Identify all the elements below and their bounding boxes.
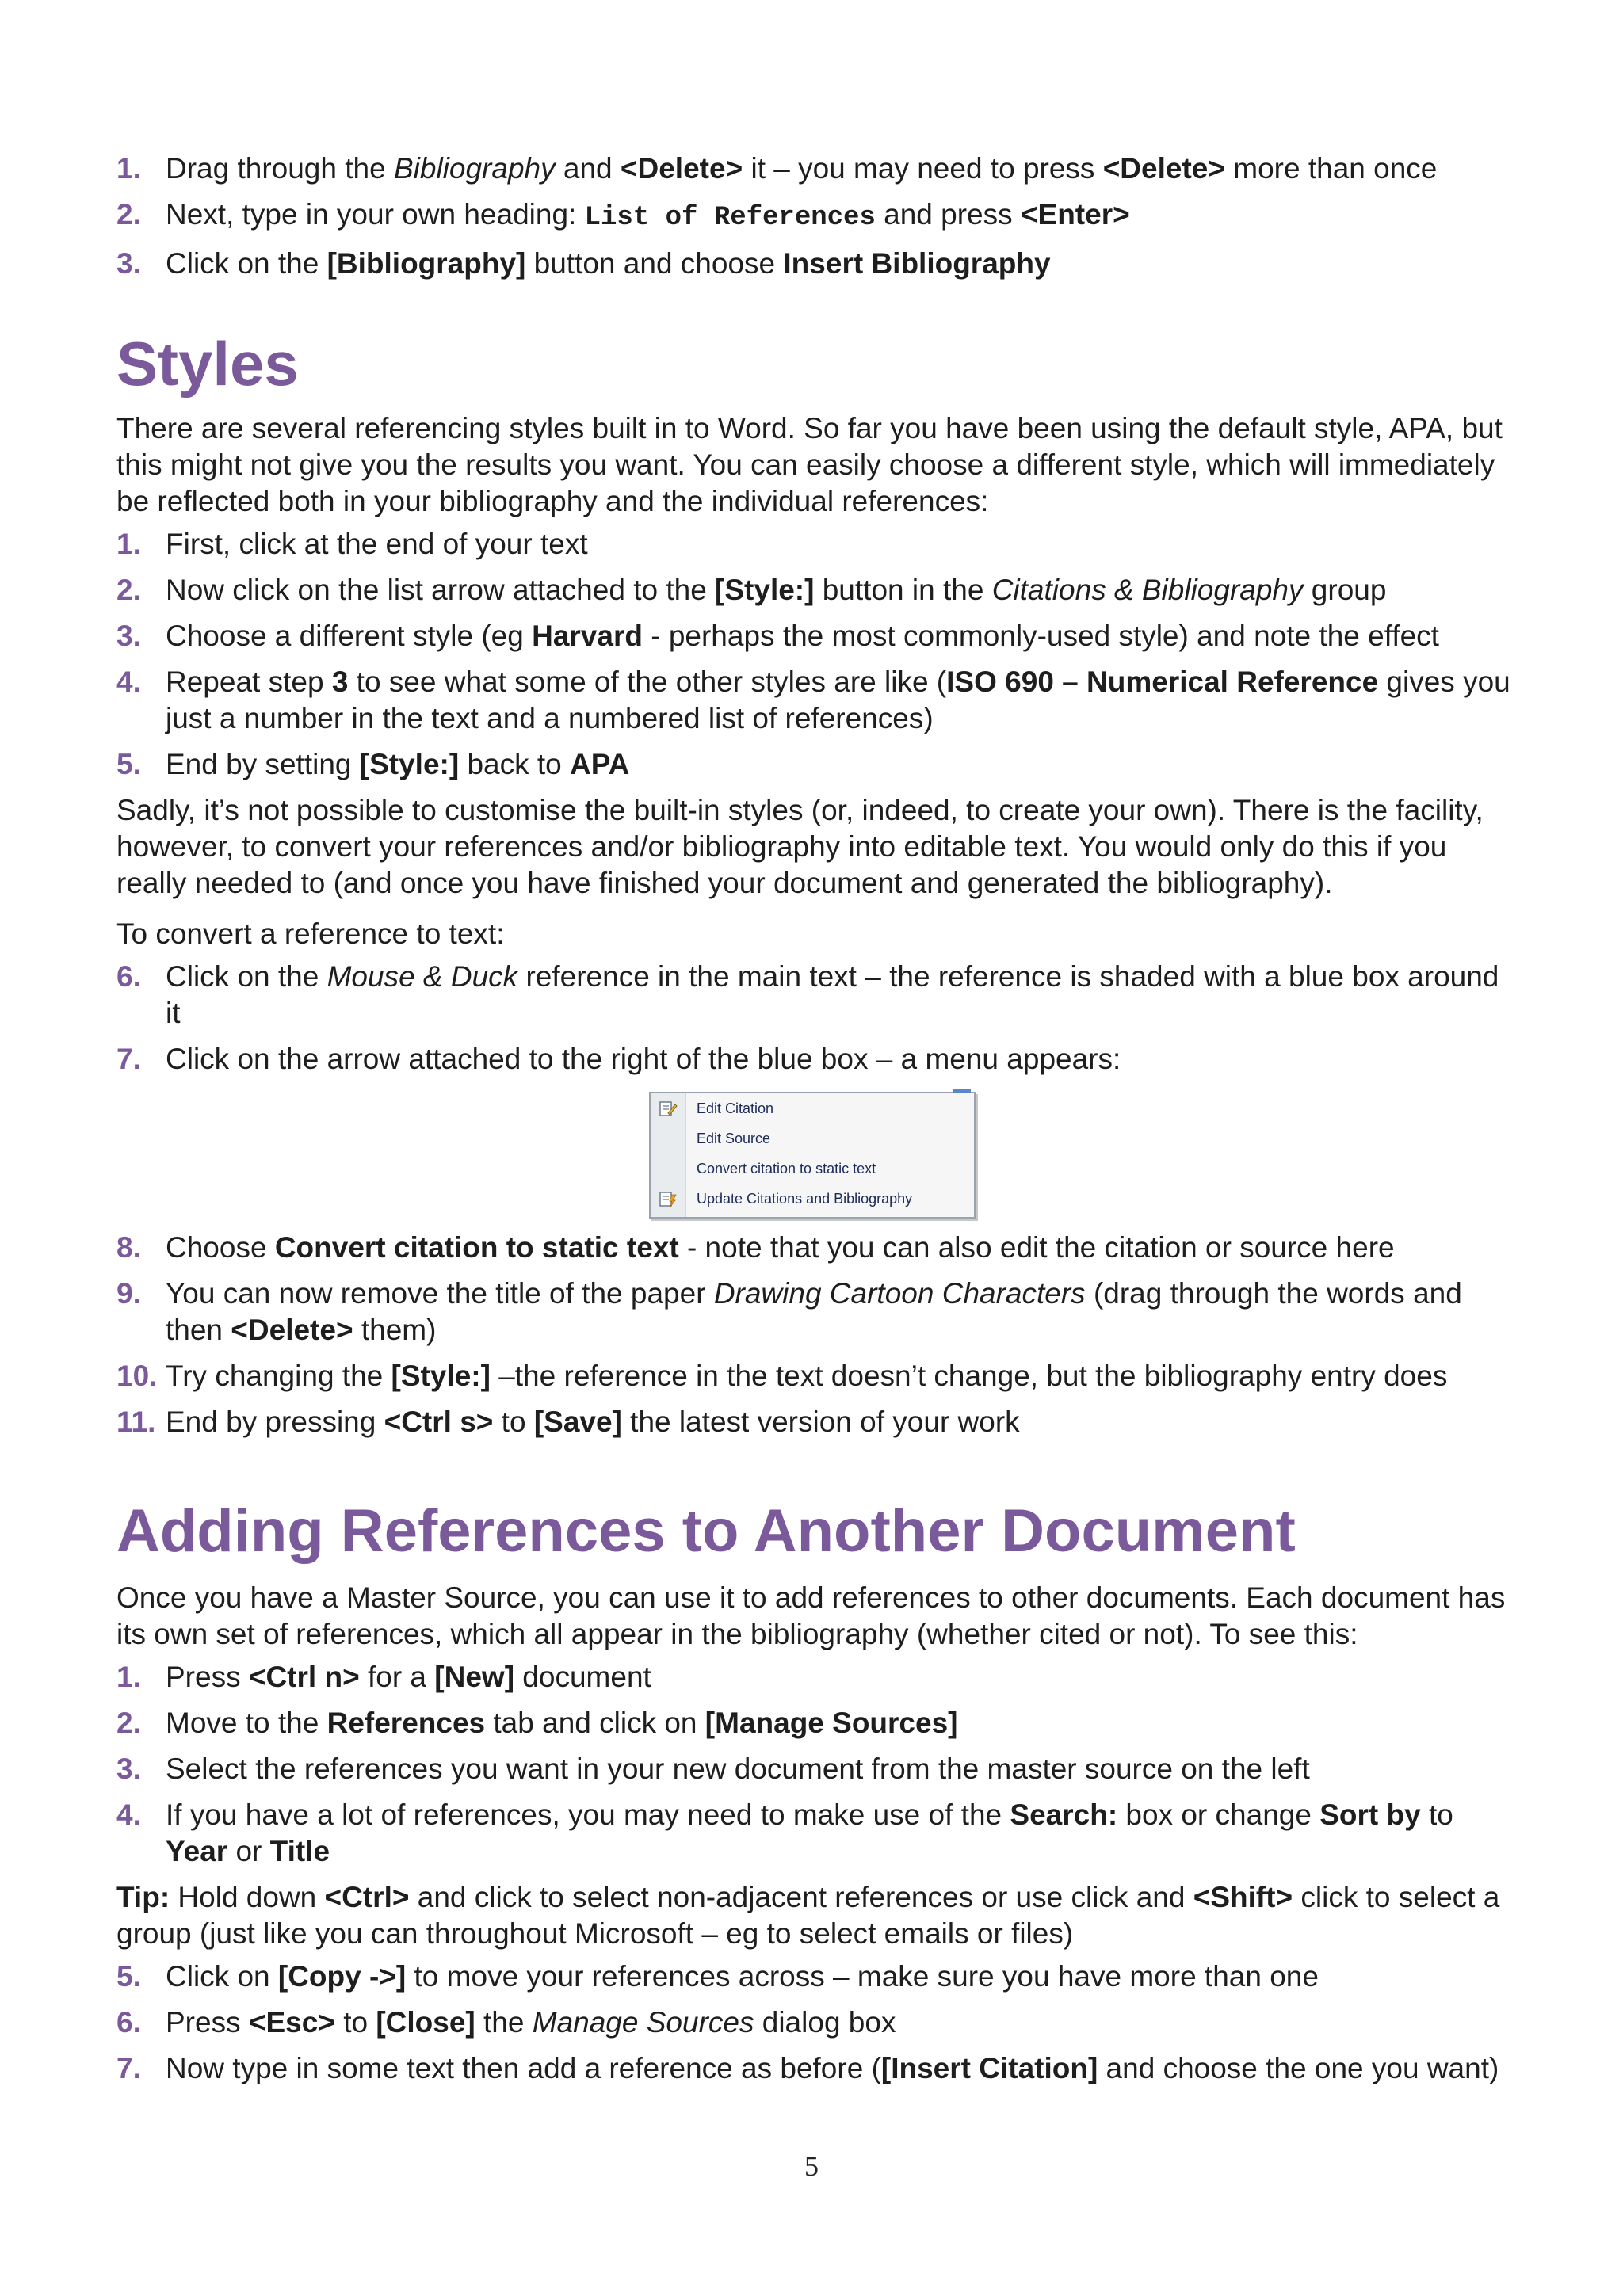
bold-text: Convert citation to static text: [274, 1231, 679, 1264]
bold-text: [Save]: [533, 1405, 622, 1438]
list-item: [116, 526, 1511, 563]
list-item: [116, 1276, 1511, 1348]
step-text: [166, 1276, 1511, 1348]
bold-text: <Shift>: [1193, 1881, 1293, 1913]
step-text: [166, 1404, 1511, 1440]
intro-steps-list: [116, 151, 1511, 282]
step-number: 2.: [116, 198, 141, 231]
step-text: [166, 526, 1511, 563]
bold-text: <Ctrl n>: [248, 1661, 360, 1693]
text-run: Press: [166, 2006, 249, 2039]
text-run: There are several referencing styles built in to Word. So far you have been using the default style, APA, but this might not give you the results you want. You can easily choose a different style, which will immediately be reflected both in your bibliography and the individual references:: [116, 412, 1503, 517]
text-run: Choose: [166, 1231, 275, 1264]
list-item: [116, 572, 1511, 608]
text-run: Now click on the list arrow attached to the: [166, 574, 716, 606]
citation-context-menu: [649, 1092, 976, 1219]
text-run: button and choose: [525, 247, 784, 280]
adding-references-heading: Adding References to Another Document: [116, 1497, 1296, 1565]
list-item: [116, 1041, 1511, 1077]
text-run: to: [334, 2006, 376, 2039]
tip-paragraph: [116, 1879, 1511, 1952]
menu-item-update-citations[interactable]: Update Citations and Bibliography: [697, 1191, 913, 1207]
step-number: 11.: [116, 1405, 156, 1438]
bold-text: [Insert Citation]: [880, 2052, 1098, 2084]
bold-text: <Delete>: [231, 1314, 353, 1346]
styles-steps-list: [116, 526, 1511, 783]
bold-text: [Bibliography]: [327, 247, 526, 280]
bold-text: Harvard: [532, 620, 643, 652]
step-number: 8.: [116, 1231, 141, 1264]
step-text: [166, 746, 1511, 783]
italic-text: Citations & Bibliography: [991, 574, 1304, 606]
step-text: [166, 1751, 1511, 1787]
step-text: [166, 959, 1511, 1032]
adding-intro-paragraph: [116, 1580, 1511, 1653]
page-number: 5: [804, 2150, 819, 2182]
step-text: [166, 664, 1511, 737]
text-run: If you have a lot of references, you may need to make use of the: [166, 1798, 1010, 1831]
bold-text: [New]: [434, 1661, 515, 1693]
list-item: [116, 2004, 1511, 2041]
text-run: Drag through the: [166, 152, 394, 185]
step-text: [166, 1705, 1511, 1741]
menu-item-edit-citation[interactable]: Edit Citation: [697, 1100, 774, 1116]
text-run: - perhaps the most commonly-used style) and note the effect: [642, 620, 1439, 652]
step-number: 1.: [116, 1661, 141, 1693]
list-item: [116, 1705, 1511, 1741]
customise-paragraph: [116, 792, 1511, 902]
step-number: 2.: [116, 574, 141, 606]
text-run: document: [514, 1661, 651, 1693]
bold-text: Sort by: [1319, 1798, 1421, 1831]
styles-intro-paragraph: [116, 410, 1511, 520]
text-run: Select the references you want in your new document from the master source on the left: [166, 1753, 1310, 1785]
adding-steps-list-continued: [116, 1958, 1511, 2087]
text-run: (drag through the words and then: [166, 1277, 1462, 1346]
bold-text: Year: [166, 1835, 228, 1867]
styles-heading: Styles: [116, 329, 299, 399]
adding-steps-list: [116, 1659, 1511, 1870]
text-run: tab and click on: [485, 1707, 705, 1739]
text-run: Now type in some text then add a reference as before (: [166, 2052, 881, 2084]
document-page: [116, 151, 1511, 2096]
step-text: [166, 1659, 1511, 1695]
bold-text: <Esc>: [248, 2006, 335, 2039]
text-run: back to: [459, 748, 571, 780]
context-menu-screenshot: [116, 1087, 1511, 1222]
step-text: [166, 618, 1511, 654]
step-number: 6.: [116, 2006, 141, 2039]
bold-text: [Style:]: [391, 1360, 491, 1392]
text-run: and: [555, 152, 621, 185]
list-item: [116, 959, 1511, 1032]
bold-text: Title: [269, 1835, 330, 1867]
text-run: Choose a different style (eg: [166, 620, 533, 652]
text-run: or: [227, 1835, 270, 1867]
text-run: End by setting: [166, 748, 360, 780]
text-run: Click on the: [166, 960, 327, 993]
italic-text: Manage Sources: [532, 2006, 754, 2039]
text-run: Click on the arrow attached to the right of the blue box – a menu appears:: [166, 1043, 1121, 1075]
bold-text: ISO 690 – Numerical Reference: [946, 666, 1379, 698]
italic-text: Drawing Cartoon Characters: [713, 1277, 1086, 1310]
step-text: [166, 1797, 1511, 1870]
bold-text: 3: [331, 666, 349, 698]
italic-text: Bibliography: [393, 152, 556, 185]
list-item: [116, 1358, 1511, 1394]
bold-text: [Manage Sources]: [705, 1707, 958, 1739]
bold-text: <Delete>: [620, 152, 743, 185]
text-run: Hold down: [170, 1881, 325, 1913]
text-run: and choose the one you want): [1098, 2052, 1499, 2084]
step-text: [166, 1041, 1511, 1077]
text-run: Once you have a Master Source, you can use it to add references to other documents. Each document has its own set of references, which all appear in the bibliography (whether cited or not). To see this:: [116, 1581, 1506, 1650]
step-number: 1.: [116, 528, 141, 560]
list-item: [116, 746, 1511, 783]
text-run: box or change: [1117, 1798, 1320, 1831]
step-number: 7.: [116, 1043, 141, 1075]
step-number: 2.: [116, 1707, 141, 1739]
text-run: - note that you can also edit the citation or source here: [678, 1231, 1395, 1264]
step-text: [166, 196, 1511, 236]
list-item: [116, 2050, 1511, 2087]
bold-text: Tip:: [116, 1881, 170, 1913]
bold-text: Search:: [1010, 1798, 1118, 1831]
step-number: 3.: [116, 1753, 141, 1785]
step-number: 6.: [116, 960, 141, 993]
list-item: [116, 1751, 1511, 1787]
typed-text: List of References: [584, 203, 876, 233]
step-number: 5.: [116, 1960, 141, 1993]
list-item: [116, 664, 1511, 737]
bold-text: <Ctrl s>: [384, 1405, 494, 1438]
step-number: 5.: [116, 748, 141, 780]
text-run: to move your references across – make sure you have more than one: [406, 1960, 1319, 1993]
step-text: [166, 151, 1511, 187]
text-run: the latest version of your work: [621, 1405, 1020, 1438]
step-text: [166, 2050, 1511, 2087]
list-item: [116, 246, 1511, 282]
text-run: and press: [875, 198, 1021, 231]
bold-text: <Enter>: [1020, 198, 1130, 231]
bold-text: References: [327, 1707, 486, 1739]
text-run: You can now remove the title of the paper: [166, 1277, 714, 1310]
text-run: Click on: [166, 1960, 278, 1993]
text-run: Next, type in your own heading:: [166, 198, 585, 231]
menu-item-convert-citation[interactable]: Convert citation to static text: [697, 1161, 876, 1177]
text-run: reference in the main text – the reference is shaded with a blue box around it: [166, 960, 1499, 1029]
bold-text: <Ctrl>: [324, 1881, 410, 1913]
list-item: [116, 1659, 1511, 1695]
text-run: dialog box: [754, 2006, 896, 2039]
text-run: –the reference in the text doesn’t change, but the bibliography entry does: [490, 1360, 1448, 1392]
bold-text: Insert Bibliography: [783, 247, 1051, 280]
text-run: Press: [166, 1661, 249, 1693]
convert-steps-list-continued: [116, 1230, 1511, 1440]
text-run: to: [493, 1405, 534, 1438]
list-item: [116, 151, 1511, 187]
update-bibliography-icon: [659, 1190, 678, 1207]
step-number: 9.: [116, 1277, 141, 1310]
list-item: [116, 1958, 1511, 1995]
text-run: Click on the: [166, 247, 327, 280]
text-run: for a: [359, 1661, 435, 1693]
text-run: Try changing the: [166, 1360, 391, 1392]
convert-steps-list: [116, 959, 1511, 1077]
edit-citation-icon: [659, 1100, 678, 1117]
step-number: 10.: [116, 1360, 158, 1392]
step-number: 3.: [116, 620, 141, 652]
bold-text: [Close]: [376, 2006, 475, 2039]
step-number: 4.: [116, 666, 141, 698]
step-number: 4.: [116, 1798, 141, 1831]
text-run: button in the: [814, 574, 992, 606]
list-item: [116, 1797, 1511, 1870]
menu-item-edit-source[interactable]: Edit Source: [697, 1131, 771, 1146]
step-number: 1.: [116, 152, 141, 185]
italic-text: Mouse & Duck: [327, 960, 518, 993]
text-run: to see what some of the other styles are like (: [348, 666, 947, 698]
text-run: First, click at the end of your text: [166, 528, 588, 560]
step-text: [166, 2004, 1511, 2041]
list-item: [116, 1404, 1511, 1440]
text-run: End by pressing: [166, 1405, 384, 1438]
text-run: Repeat step: [166, 666, 332, 698]
step-text: [166, 1358, 1511, 1394]
step-number: 3.: [116, 247, 141, 280]
text-run: and click to select non-adjacent references or use click and: [409, 1881, 1193, 1913]
text-run: gives you just a number in the text and a numbered list of references): [166, 666, 1510, 734]
list-item: [116, 1230, 1511, 1266]
step-number: 7.: [116, 2052, 141, 2084]
text-run: Move to the: [166, 1707, 327, 1739]
step-text: [166, 246, 1511, 282]
bold-text: APA: [570, 748, 630, 780]
list-item: [116, 196, 1511, 236]
text-run: To convert a reference to text:: [116, 917, 505, 950]
bold-text: [Copy ->]: [277, 1960, 407, 1993]
text-run: Sadly, it’s not possible to customise the built-in styles (or, indeed, to create your own). There is the facility, however, to convert your references and/or bibliography into editable text. You would only do this if you really needed to (and once you have finished your document and generated the bibliography).: [116, 794, 1484, 899]
bold-text: <Delete>: [1102, 152, 1225, 185]
text-run: more than once: [1224, 152, 1438, 185]
step-text: [166, 1958, 1511, 1995]
list-item: [116, 618, 1511, 654]
bold-text: [Style:]: [715, 574, 815, 606]
step-text: [166, 1230, 1511, 1266]
text-run: to: [1420, 1798, 1453, 1831]
bold-text: [Style:]: [359, 748, 460, 780]
menu-arrow-tab: [953, 1089, 971, 1093]
text-run: it – you may need to press: [743, 152, 1103, 185]
text-run: group: [1303, 574, 1387, 606]
text-run: the: [475, 2006, 533, 2039]
text-run: click to select a group (just like you can throughout Microsoft – eg to select emails or files): [116, 1881, 1500, 1950]
step-text: [166, 572, 1511, 608]
text-run: them): [353, 1314, 437, 1346]
convert-intro-paragraph: [116, 916, 1511, 952]
